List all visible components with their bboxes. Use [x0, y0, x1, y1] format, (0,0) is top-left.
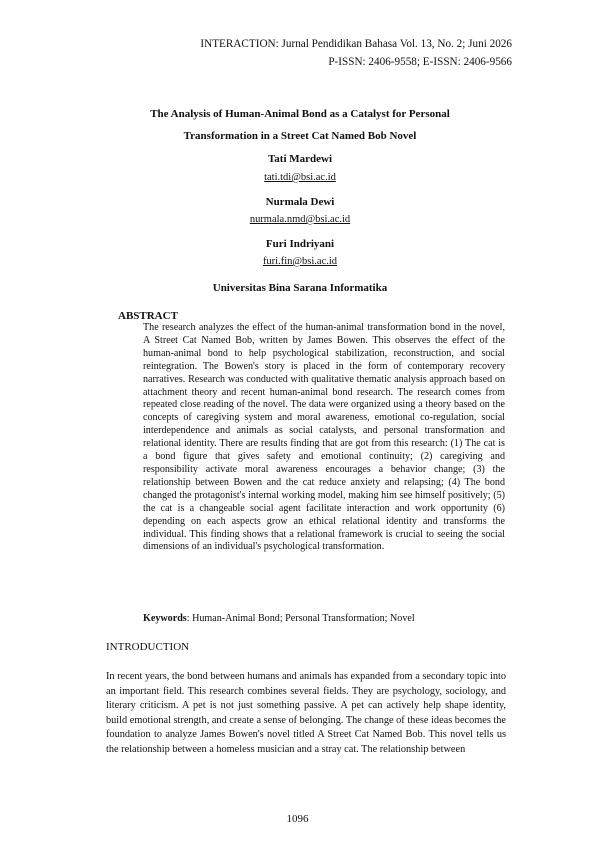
- issn-header: P-ISSN: 2406-9558; E-ISSN: 2406-9566: [328, 56, 512, 68]
- author-email-link[interactable]: nurmala.nmd@bsi.ac.id: [249, 214, 351, 225]
- affiliation: Universitas Bina Sarana Informatika: [212, 282, 388, 294]
- journal-header: INTERACTION: Jurnal Pendidikan Bahasa Vol. 13, No. 2; Juni 2026: [200, 38, 512, 50]
- author-name: Nurmala Dewi: [265, 196, 335, 208]
- author-email-link[interactable]: tati.tdi@bsi.ac.id: [264, 172, 336, 183]
- author-name: Furi Indriyani: [265, 238, 335, 250]
- page-number: 1096: [286, 813, 309, 825]
- author-name: Tati Mardewi: [267, 153, 333, 165]
- introduction-heading: INTRODUCTION: [106, 641, 190, 653]
- author-email-link[interactable]: furi.fin@bsi.ac.id: [262, 256, 338, 267]
- title-line-2: Transformation in a Street Cat Named Bob Novel: [183, 130, 417, 142]
- abstract-text: The research analyzes the effect of the human-animal transformation bond in the novel, A Street Cat Named Bob, written by James Bowen. This observes the effect of the human-animal bond to help psychological stabilization, reconstruction, and social reintegration. The Bowen's story is placed in the form of contemporary recovery narratives. Research was conducted with qualitative thematic analysis approach based on attachment theory and recent human-animal bond research. The research comes from repeated close reading of the novel. The data were organized using a theory based on the concepts of caregiving system and moral awareness, emotional co-regulation, social interdependence and animals as social catalysts, and personal transformation and relational identity. There are results finding that are got from this research: (1) The cat is a bond figure that gives safety and emotional continuity; (2) caregiving and responsibility activate moral awareness encourages a behavior change; (3) the relationship between Bowen and the cat reduce anxiety and relapsing; (4) The bond changed the protagonist's internal working model, making him see himself positively; (5) the cat is a changeable social agent facilitate interaction and work opportunity (6) depending on each aspects grow an ethical relational identity and transforms the individual. This finding shows that a relational framework is crucial to seeing the social dimensions of an individual's psychological transformation.: [143, 322, 505, 553]
- abstract-heading: ABSTRACT: [118, 310, 178, 322]
- keywords-list: : Human-Animal Bond; Personal Transformation; Novel: [186, 613, 415, 624]
- keywords: [143, 613, 505, 624]
- keywords-label: Keywords: [143, 613, 187, 624]
- title-line-1: The Analysis of Human-Animal Bond as a Catalyst for Personal: [150, 108, 450, 120]
- introduction-text: In recent years, the bond between humans and animals has expanded from a secondary topic into an important field. This research combines several fields. They are psychology, sociology, and literary criticism. A pet is not just something passive. A pet can actively help shape identity, build emotional strength, and create a sense of belonging. The change of these ideas becomes the foundation to analyze James Bowen's novel titled A Street Cat Named Bob. This novel tells us the relationship between a homeless musician and a stray cat. The relationship between: [106, 671, 506, 755]
- paper-title: [90, 103, 510, 147]
